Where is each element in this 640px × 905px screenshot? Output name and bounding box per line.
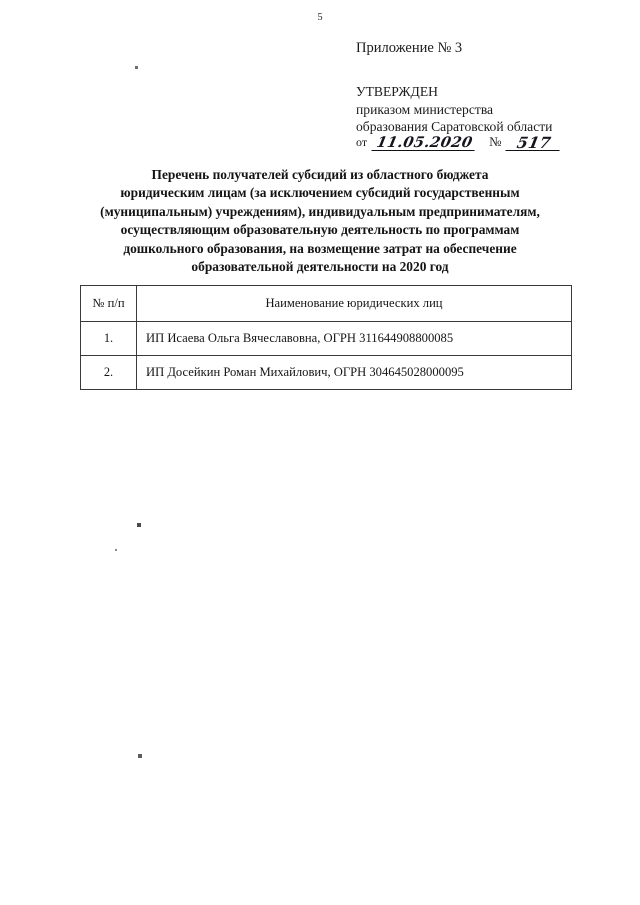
table-header-row xyxy=(81,286,572,322)
title-line-5: дошкольного образования, на возмещение затрат на обеспечение xyxy=(123,240,517,256)
order-date-handwritten: 11.05.2020 xyxy=(372,135,478,151)
table-row xyxy=(81,356,572,390)
row-entity-name: ИП Досейкин Роман Михайлович, ОГРН 304645028000095 xyxy=(137,356,572,390)
page-number: 5 xyxy=(317,12,323,23)
order-date-label: от xyxy=(356,135,368,149)
row-entity-name: ИП Исаева Ольга Вячеславовна, ОГРН 311644908800085 xyxy=(137,322,572,356)
recipients-table xyxy=(80,285,572,390)
table-row xyxy=(81,322,572,356)
scan-speckle xyxy=(138,754,142,758)
scan-speckle xyxy=(135,66,138,69)
order-reference-line xyxy=(356,134,561,151)
scan-speckle xyxy=(137,523,141,527)
title-line-2: юридическим лицам (за исключением субсидий государственным xyxy=(120,185,520,201)
title-line-6: образовательной деятельности на 2020 год xyxy=(191,259,449,275)
page-title xyxy=(70,166,570,276)
column-header-number: № п/п xyxy=(81,286,137,322)
column-header-name: Наименование юридических лиц xyxy=(137,286,572,322)
scan-speckle xyxy=(115,549,117,551)
title-line-4: осуществляющим образовательную деятельность по программам xyxy=(120,222,520,238)
order-number-label: № xyxy=(489,134,502,149)
title-line-1: Перечень получателей субсидий из областного бюджета xyxy=(151,167,489,182)
approval-line-3: образования Саратовской области xyxy=(356,119,553,134)
approval-line-1: УТВЕРЖДЕН xyxy=(356,84,438,99)
title-line-3: (муниципальным) учреждениям), индивидуальным предпринимателям, xyxy=(100,203,540,219)
approval-block xyxy=(356,83,552,136)
approval-line-2: приказом министерства xyxy=(356,101,494,117)
appendix-label: Приложение № 3 xyxy=(356,40,463,56)
row-number: 1. xyxy=(81,322,137,356)
order-number-handwritten: 517 xyxy=(505,135,562,151)
row-number: 2. xyxy=(81,356,137,390)
